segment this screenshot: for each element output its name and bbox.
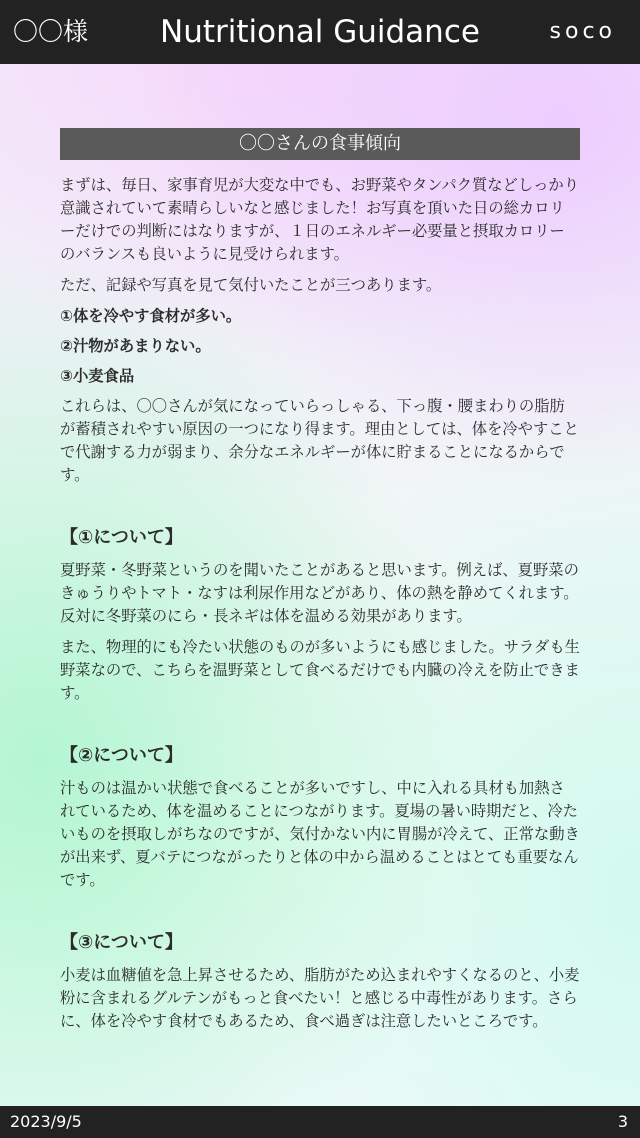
section-3-paragraph: 小麦は血糖値を急上昇させるため、脂肪がため込まれやすくなるのと、小麦粉に含まれるグルテンがもっと食べたい！と感じる中毒性があります。さらに、体を冷やす食材でもあるため、食べ過ぎは注意したいところです。 — [60, 966, 580, 1030]
point-item: ②汁物があまりない。 — [60, 337, 211, 355]
header-bar — [0, 0, 640, 64]
brand-logo-text: soco — [549, 19, 616, 44]
main-content — [60, 128, 580, 1041]
footer-bar — [0, 1106, 640, 1138]
section-1-paragraph: また、物理的にも冷たい状態のものが多いようにも感じました。サラダも生野菜なので、こちらを温野菜として食べるだけでも内臓の冷えを防止できます。 — [60, 638, 580, 702]
page-title: Nutritional Guidance — [160, 14, 480, 50]
recipient-name: 〇〇様 — [13, 17, 89, 46]
section-1-paragraph: 夏野菜・冬野菜というのを聞いたことがあると思います。例えば、夏野菜のきゅうりやトマト・なすは利尿作用などがあり、体の熱を静めてくれます。反対に冬野菜のにら・長ネギは体を温める効果があります。 — [60, 561, 579, 625]
intro-paragraph: ただ、記録や写真を見て気付いたことが三つあります。 — [60, 276, 442, 294]
summary-paragraph: これらは、〇〇さんが気になっていらっしゃる、下っ腹・腰まわりの脂肪が蓄積されやすい原因の一つになり得ます。理由としては、体を冷やすことで代謝する力が弱まり、余分なエネルギーが体に貯まることになるからです。 — [60, 397, 579, 484]
page-number: 3 — [617, 1112, 628, 1131]
section-heading-3: 【③について】 — [60, 932, 183, 953]
footer-date: 2023/9/5 — [10, 1112, 82, 1131]
point-item: ①体を冷やす食材が多い。 — [60, 307, 242, 325]
section-title: 〇〇さんの食事傾向 — [60, 128, 580, 160]
section-heading-2: 【②について】 — [60, 745, 183, 766]
section-2-paragraph: 汁ものは温かい状態で食べることが多いですし、中に入れる具材も加熱されているため、体を温めることにつながります。夏場の暑い時期だと、冷たいものを摂取しがちなのですが、気付かない内に胃腸が冷えて、正常な動きが出来ず、夏バテにつながったりと体の中から温めることはとても重要なんです。 — [60, 779, 580, 889]
point-item: ③小麦食品 — [60, 367, 135, 385]
section-heading-1: 【①について】 — [60, 527, 183, 548]
intro-paragraph: まずは、毎日、家事育児が大変な中でも、お野菜やタンパク質などしっかり意識されていて素晴らしいなと感じました！お写真を頂いた日の総カロリーだけでの判断にはなりますが、１日のエネルギー必要量と摂取カロリーのバランスも良いように見受けられます。 — [60, 176, 580, 263]
